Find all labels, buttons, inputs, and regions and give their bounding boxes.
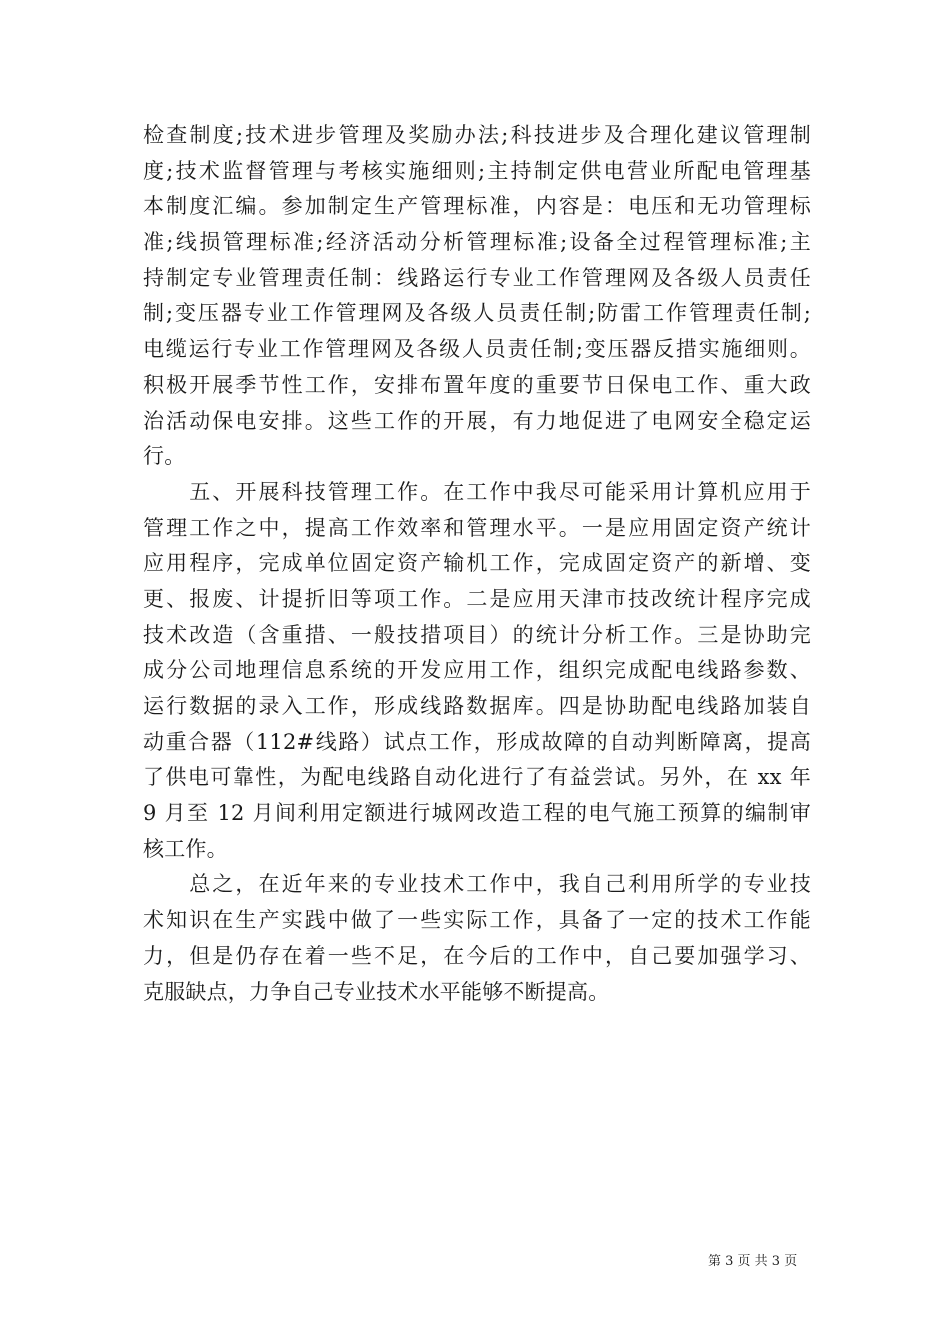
text-line: 电缆运行专业工作管理网及各级人员责任制;变压器反措实施细则。 xyxy=(143,337,811,362)
text-line: 力，但是仍存在着一些不足，在今后的工作中，自己要加强学习、 xyxy=(143,943,811,968)
text-line: 克服缺点，力争自己专业技术水平能够不断提高。 xyxy=(143,979,610,1004)
text-line: 动重合器（112#线路）试点工作，形成故障的自动判断障离，提高 xyxy=(143,729,811,754)
text-line: 积极开展季节性工作，安排布置年度的重要节日保电工作、重大政 xyxy=(143,372,811,397)
text-line: 度;技术监督管理与考核实施细则;主持制定供电营业所配电管理基 xyxy=(143,158,811,183)
text-line: 应用程序，完成单位固定资产输机工作，完成固定资产的新增、变 xyxy=(143,551,811,576)
text-line: 术知识在生产实践中做了一些实际工作，具备了一定的技术工作能 xyxy=(143,908,811,933)
text-line: 9 月至 12 月间利用定额进行城网改造工程的电气施工预算的编制审 xyxy=(143,801,811,826)
text-line: 了供电可靠性，为配电线路自动化进行了有益尝试。另外，在 xx 年 xyxy=(143,765,811,790)
page-number-footer: 第 3 页 共 3 页 xyxy=(708,1254,798,1269)
document-body xyxy=(143,118,811,1010)
text-line: 运行数据的录入工作，形成线路数据库。四是协助配电线路加装自 xyxy=(143,694,811,718)
text-line: 技术改造（含重措、一般技措项目）的统计分析工作。三是协助完 xyxy=(143,622,811,647)
text-line: 准;线损管理标准;经济活动分析管理标准;设备全过程管理标准;主 xyxy=(143,230,811,255)
text-line: 制;变压器专业工作管理网及各级人员责任制;防雷工作管理责任制; xyxy=(143,301,811,326)
text-line: 更、报废、计提折旧等项工作。二是应用天津市技改统计程序完成 xyxy=(143,586,811,611)
text-line: 本制度汇编。参加制定生产管理标准，内容是：电压和无功管理标 xyxy=(143,194,811,219)
text-line: 持制定专业管理责任制：线路运行专业工作管理网及各级人员责任 xyxy=(143,265,811,290)
text-line: 行。 xyxy=(143,444,186,469)
text-line: 总之，在近年来的专业技术工作中，我自己利用所学的专业技 xyxy=(143,872,811,897)
text-line: 五、开展科技管理工作。在工作中我尽可能采用计算机应用于 xyxy=(143,479,811,504)
text-line: 成分公司地理信息系统的开发应用工作，组织完成配电线路参数、 xyxy=(143,658,811,683)
text-line: 治活动保电安排。这些工作的开展，有力地促进了电网安全稳定运 xyxy=(143,408,811,433)
text-line: 管理工作之中，提高工作效率和管理水平。一是应用固定资产统计 xyxy=(143,515,811,540)
text-line: 检查制度;技术进步管理及奖励办法;科技进步及合理化建议管理制 xyxy=(143,123,811,147)
text-line: 核工作。 xyxy=(143,836,228,861)
